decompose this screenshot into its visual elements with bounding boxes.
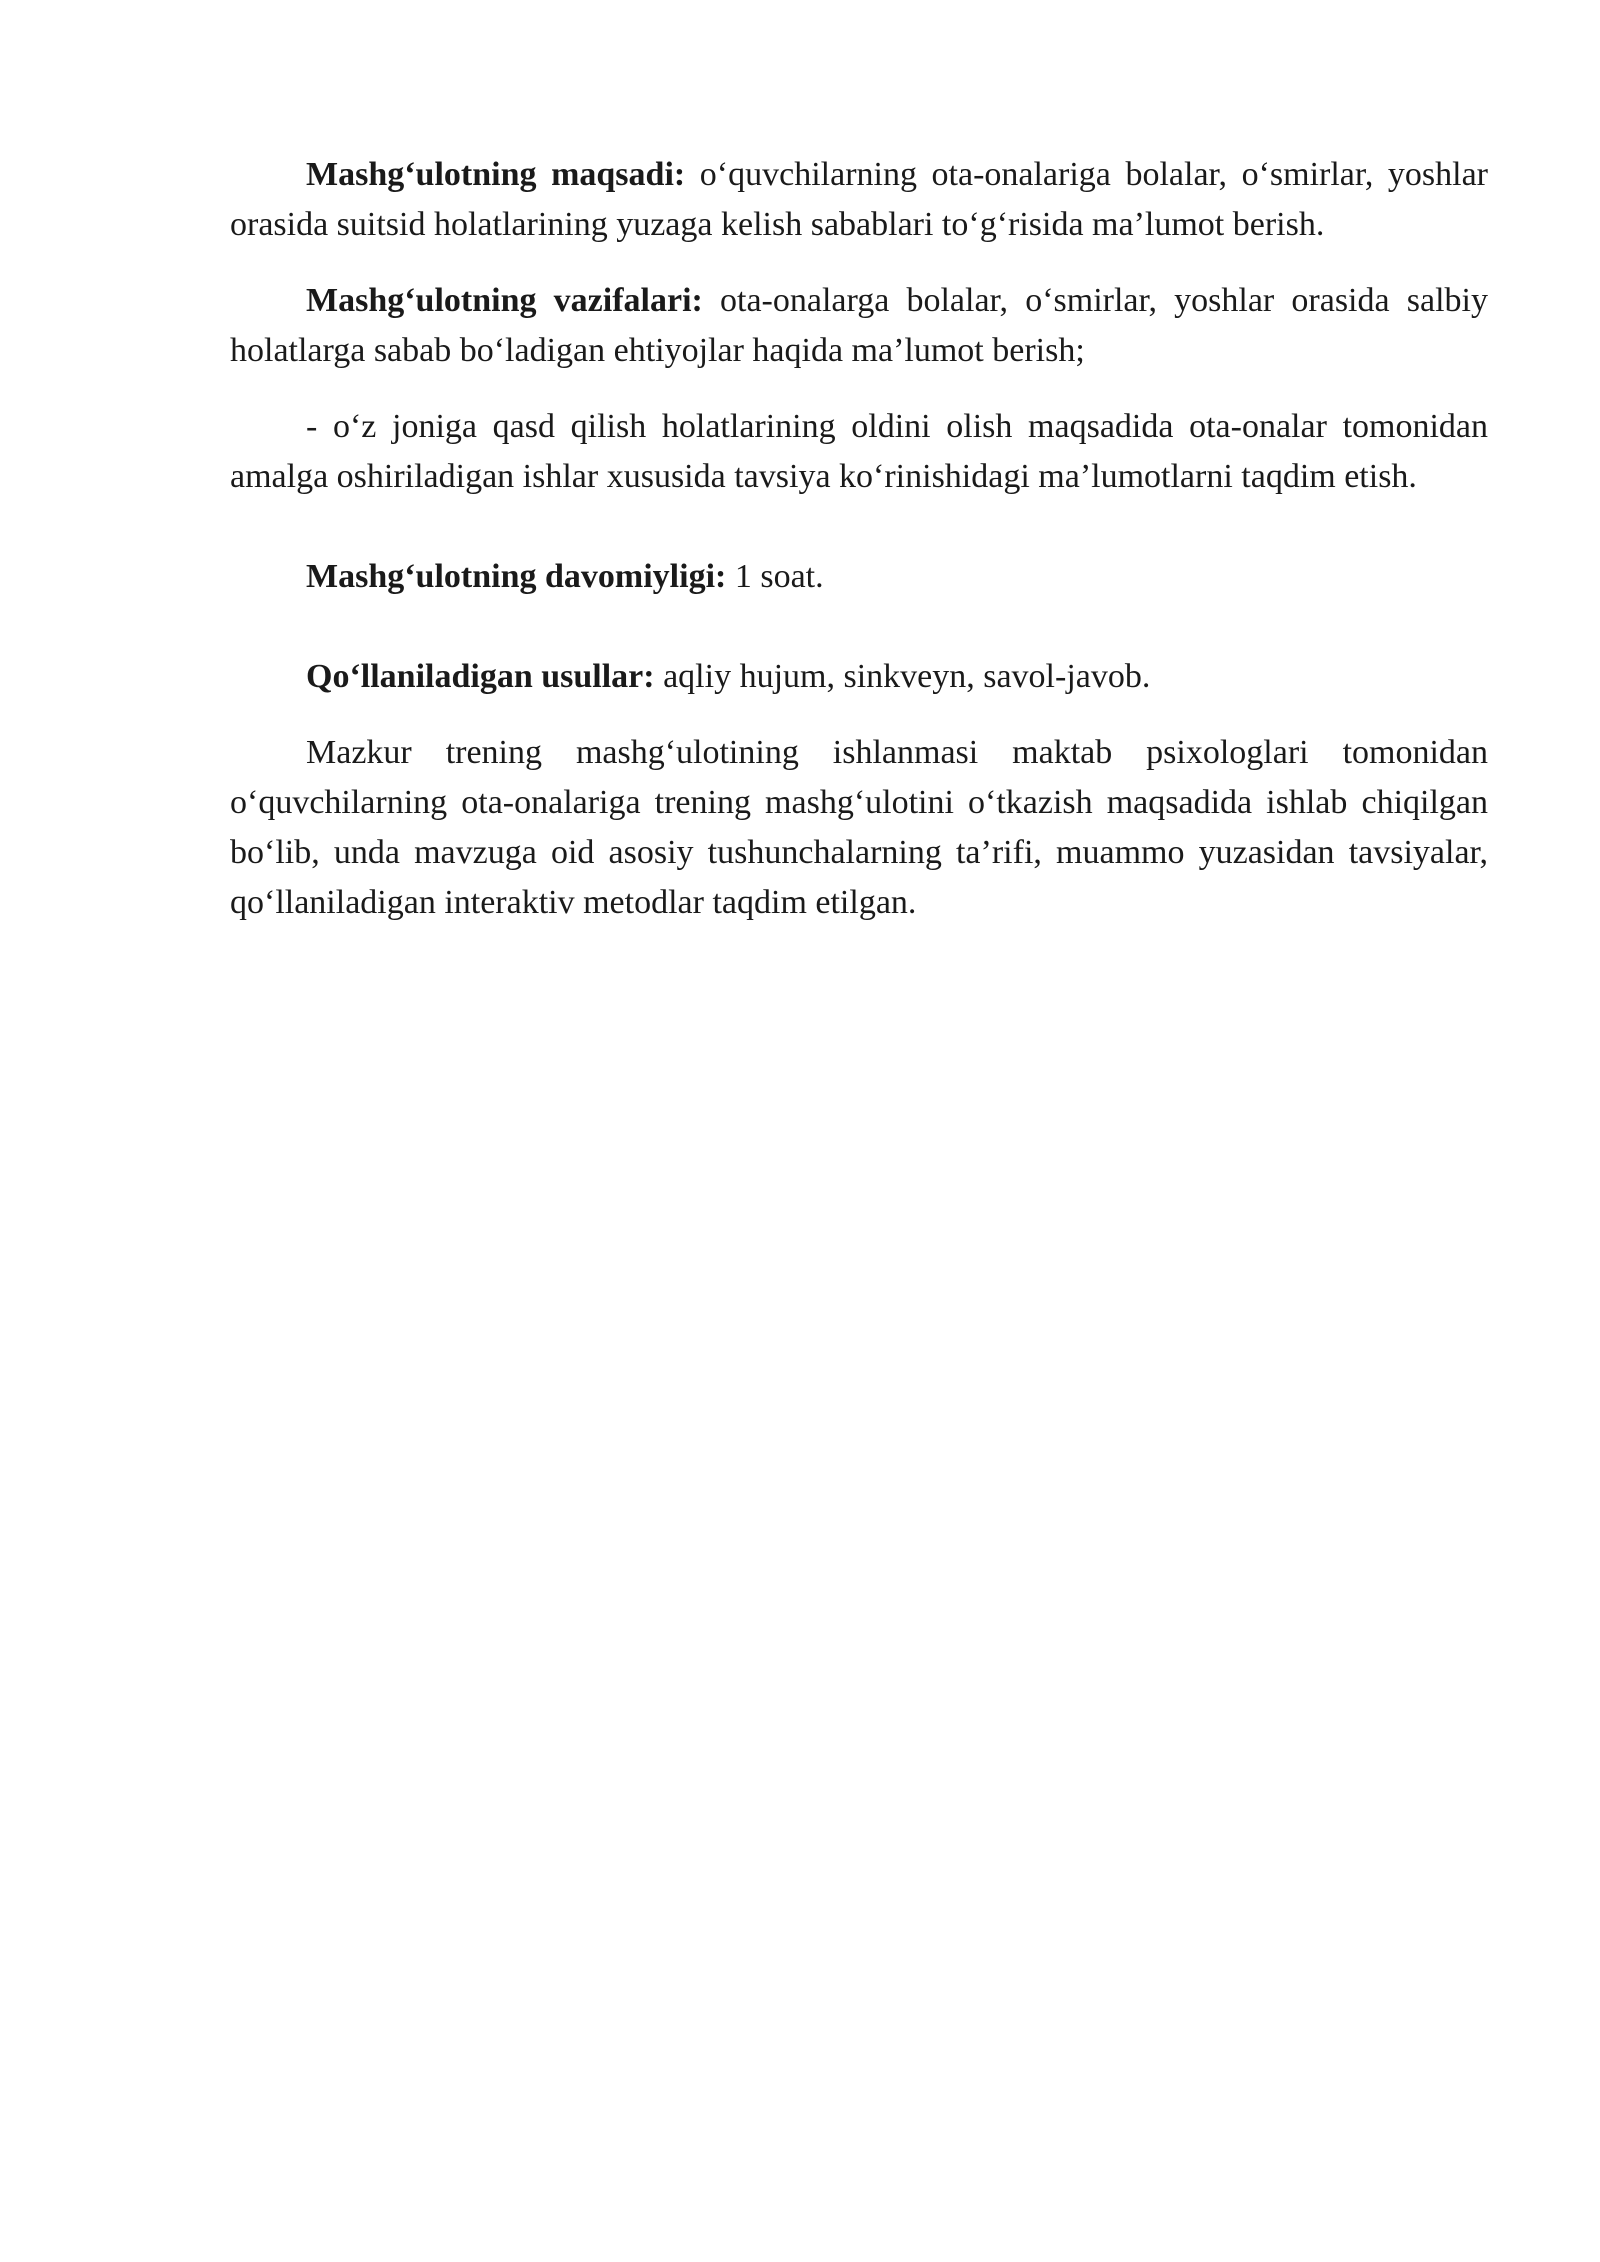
paragraph-duration-text: 1 soat. (726, 558, 824, 595)
paragraph-summary-text: Mazkur trening mashg‘ulotining ishlanmasi maktab psixologlari tomonidan o‘quvchilarning ota-onalariga trening mashg‘ulotini o‘tkazish maqsadida ishlab chiqilgan bo‘lib, unda mavzuga oid asosiy tushunchalarning ta’rifi, muammo yuzasidan tavsiyalar, qo‘llaniladigan interaktiv metodlar taqdim etilgan. (230, 734, 1488, 921)
document-body (230, 150, 1488, 928)
paragraph-task-item (230, 402, 1488, 502)
paragraph-goal-text: o‘quvchilarning ota-onalariga bolalar, o‘smirlar, yoshlar orasida suitsid holatlarining yuzaga kelish sabablari to‘g‘risida ma’lumot berish. (230, 156, 1489, 243)
paragraph-methods-label: Qo‘llaniladigan usullar: (306, 658, 655, 695)
paragraph-tasks-text: ota-onalarga bolalar, o‘smirlar, yoshlar orasida salbiy holatlarga sabab bo‘ladigan ehtiyojlar haqida ma’lumot berish; (230, 282, 1488, 369)
paragraph-summary (230, 728, 1488, 928)
paragraph-methods-text: aqliy hujum, sinkveyn, savol-javob. (654, 658, 1151, 695)
paragraph-task-item-text: - o‘z joniga qasd qilish holatlarining oldini olish maqsadida ota-onalar tomonidan amalga oshiriladigan ishlar xususida tavsiya ko‘rinishidagi ma’lumotlarni taqdim etish. (230, 408, 1488, 495)
paragraph-tasks-label: Mashg‘ulotning vazifalari: (306, 282, 703, 319)
paragraph-duration-label: Mashg‘ulotning davomiyligi: (306, 558, 727, 595)
paragraph-tasks (230, 276, 1488, 376)
paragraph-methods (230, 652, 1488, 702)
paragraph-goal-label: Mashg‘ulotning maqsadi: (306, 156, 686, 193)
paragraph-duration (230, 552, 1488, 602)
paragraph-goal (230, 150, 1488, 250)
